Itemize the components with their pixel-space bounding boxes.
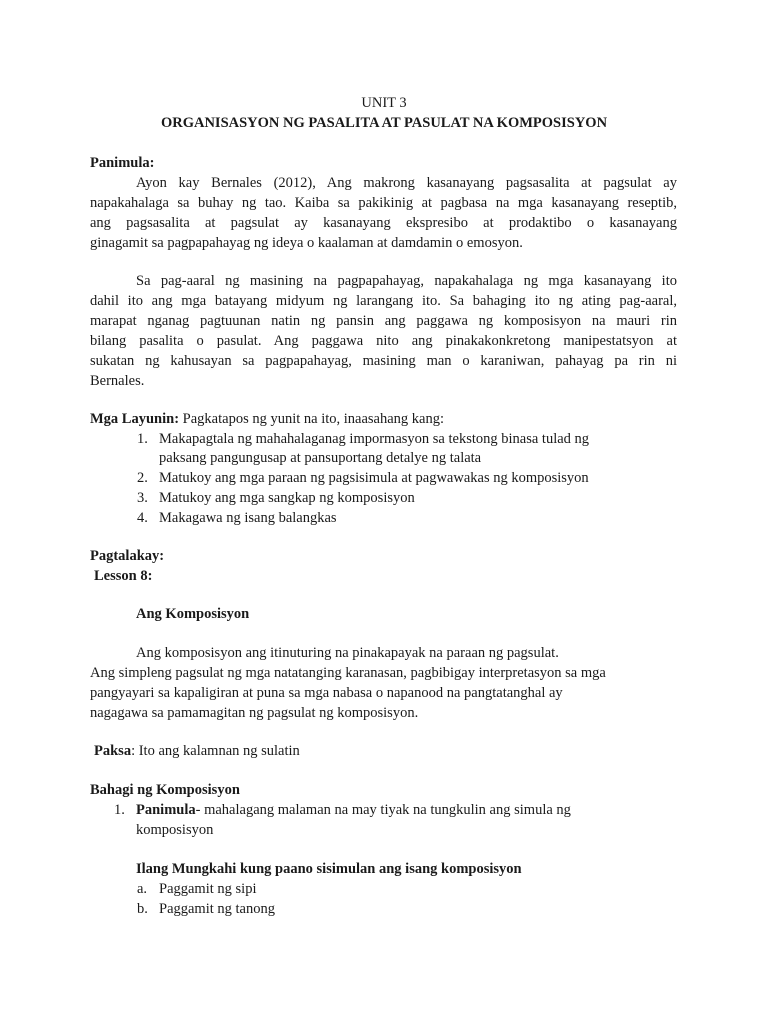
panimula-p1-line: napakahalaga sa buhay ng tao. Kaiba sa pakikinig at pagbasa na mga kasanayang reseptib, [90, 195, 677, 211]
pagtalakay-p2-line: Ang simpleng pagsulat ng mga natatanging karanasan, pagbibigay interpretasyon sa mga [90, 665, 606, 681]
section-heading-komposisyon: Ang Komposisyon [136, 606, 250, 622]
panimula-p2-line: dahil ito ang mga batayang midyum ng larangang ito. Sa bahaging ito ng ating pag-aaral, [90, 293, 677, 309]
mungkahi-item: Paggamit ng tanong [159, 901, 275, 917]
layunin-item-text: Makapagtala ng mahahalaganag impormasyon sa tekstong binasa tulad ng [159, 431, 590, 447]
paksa-label: Paksa [94, 743, 132, 759]
pagtalakay-p2-line: nagagawa sa pamamagitan ng pagsulat ng komposisyon. [90, 705, 419, 721]
panimula-p2-line: sukatan ng kahusayan sa pagpapahayag, masining man o karaniwan, pahayag pa rin ni [90, 353, 677, 369]
layunin-heading: Mga Layunin: [90, 411, 180, 427]
bahagi-item-row [136, 800, 571, 820]
panimula-p1-line: Ayon kay Bernales (2012), Ang makrong kasanayang pagsasalita at pagsulat ay [136, 175, 677, 191]
bahagi-item-text-cont: komposisyon [136, 822, 214, 838]
mungkahi-letter: b. [137, 901, 148, 917]
mungkahi-heading: Ilang Mungkahi kung paano sisimulan ang isang komposisyon [136, 861, 522, 877]
paksa-row [94, 741, 300, 761]
page-title: ORGANISASYON NG PASALITA AT PASULAT NA KOMPOSISYON [160, 115, 608, 131]
pagtalakay-p2-line: pangyayari sa kapaligiran at puna sa mga nabasa o napanood na pangtatanghal ay [90, 685, 563, 701]
bahagi-heading: Bahagi ng Komposisyon [90, 782, 240, 798]
layunin-item-number: 3. [137, 490, 148, 506]
panimula-p2-line: bilang pasalita o pasulat. Ang paggawa nito ang pinakakonkretong manipestatsyon at [90, 333, 677, 349]
panimula-p2-line: Sa pag-aaral ng masining na pagpapahayag, napakahalaga ng mga kasanayang ito [136, 273, 677, 289]
bahagi-item-text: - mahalagang malaman na may tiyak na tungkulin ang simula ng [195, 802, 571, 818]
pagtalakay-heading: Pagtalakay: [90, 548, 165, 564]
layunin-item-text: Matukoy ang mga paraan ng pagsisimula at pagwawakas ng komposisyon [159, 470, 589, 486]
lesson-label: Lesson 8: [94, 568, 153, 584]
layunin-item-text: Matukoy ang mga sangkap ng komposisyon [159, 490, 415, 506]
layunin-item-number: 1. [137, 431, 148, 447]
unit-label: UNIT 3 [361, 95, 407, 111]
mungkahi-item: Paggamit ng sipi [159, 881, 257, 897]
panimula-p2-line: marapat nganag pagtuunan natin ng pansin ang paggawa ng komposisyon na mauri rin [90, 313, 677, 329]
layunin-intro: Pagkatapos ng yunit na ito, inaasahang kang: [179, 411, 445, 427]
bahagi-item-label: Panimula [136, 802, 196, 818]
layunin-item-number: 2. [137, 470, 148, 486]
panimula-heading: Panimula: [90, 155, 155, 171]
panimula-p1-line: ang pagsasalita at pagsulat ay kasanayang ekspresibo at prodaktibo o kasanayang [90, 215, 677, 231]
layunin-item-number: 4. [137, 510, 148, 526]
panimula-p2-line: Bernales. [90, 373, 145, 389]
layunin-item-text: Makagawa ng isang balangkas [159, 510, 337, 526]
bahagi-item-number: 1. [114, 802, 125, 818]
layunin-row [90, 409, 444, 429]
panimula-p1-line: ginagamit sa pagpapahayag ng ideya o kaalaman at damdamin o emosyon. [90, 235, 523, 251]
layunin-item-text: paksang pangungusap at pansuportang detalye ng talata [159, 450, 482, 466]
mungkahi-letter: a. [137, 881, 148, 897]
pagtalakay-p1: Ang komposisyon ang itinuturing na pinakapayak na paraan ng pagsulat. [136, 645, 559, 661]
paksa-text: : Ito ang kalamnan ng sulatin [131, 743, 300, 759]
